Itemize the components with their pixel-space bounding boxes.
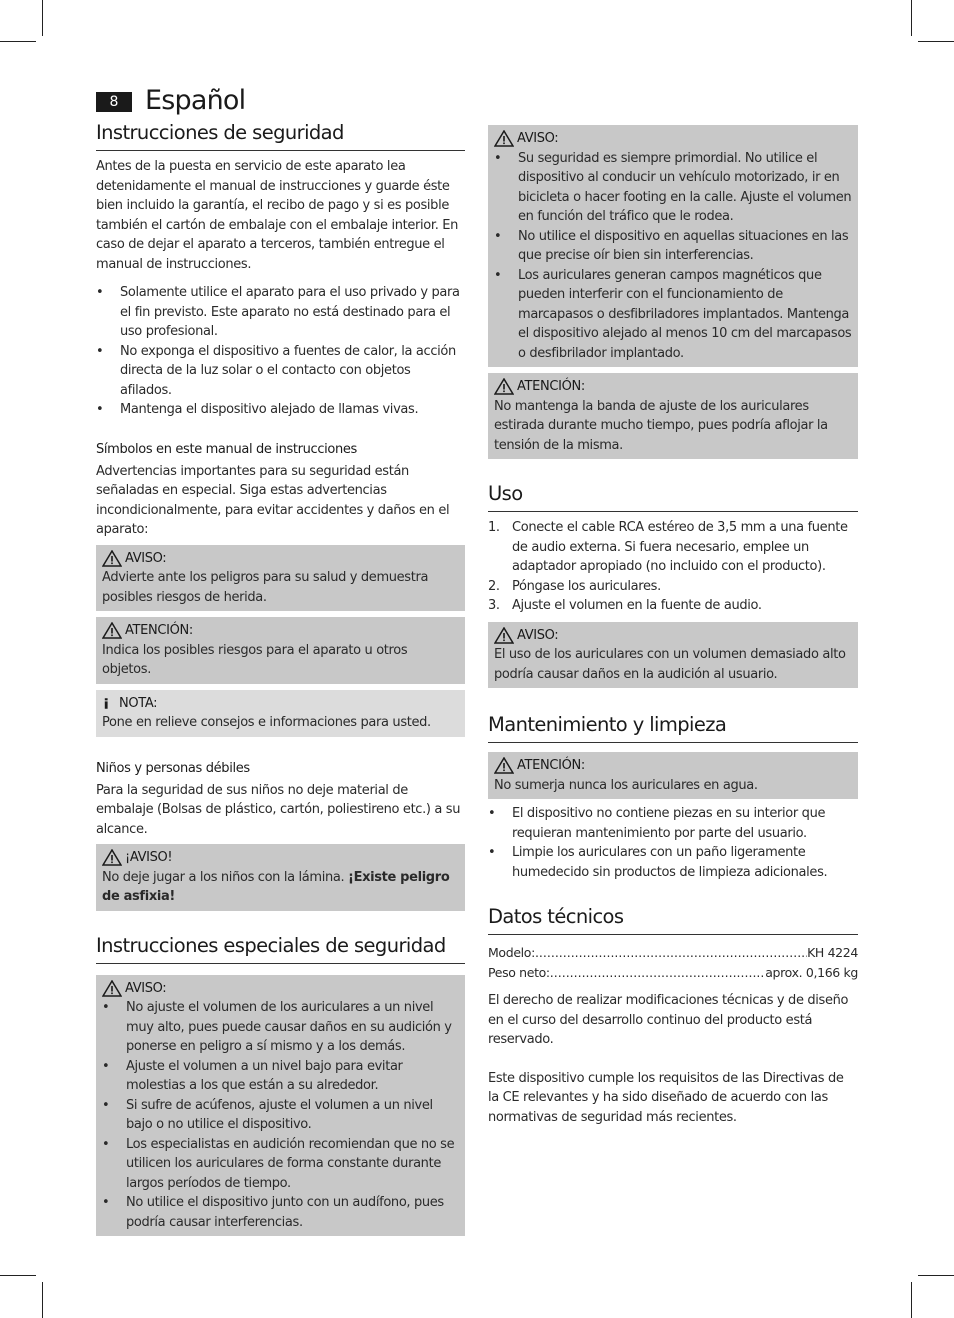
step-number: 2. (488, 578, 500, 594)
box-text: El uso de los auriculares con un volumen demasiado alto podría causar daños en la audición al usuario. (494, 647, 846, 682)
warning-triangle-icon (102, 550, 122, 567)
box-text: No sumerja nunca los auriculares en agua. (494, 777, 758, 793)
crop-mark (918, 41, 954, 42)
list-item: • Solamente utilice el aparato para el uso privado y para el fin previsto. Este aparato no está destinado para el uso profesional. (96, 283, 465, 342)
crop-mark (0, 41, 36, 42)
list-item: • No utilice el dispositivo en aquellas situaciones en las que precise oír bien sin interferencias. (494, 227, 852, 266)
crop-mark (918, 1275, 954, 1276)
list-item: 3. Ajuste el volumen en la fuente de audio. (488, 596, 858, 616)
box-text: Indica los posibles riesgos para el aparato u otros objetos. (102, 642, 408, 677)
list-item: • Si sufre de acúfenos, ajuste el volumen a un nivel bajo o no utilice el dispositivo. (102, 1096, 459, 1135)
info-icon (102, 695, 116, 712)
box-head-label: AVISO: (125, 980, 167, 996)
warning-triangle-icon (102, 849, 122, 866)
maintenance-list (488, 804, 858, 882)
right-column (488, 125, 858, 1127)
tech-row-weight (488, 963, 858, 983)
warning-triangle-icon (494, 627, 514, 644)
page-number: 8 (96, 92, 132, 112)
box-text-bold: ¡Existe peligro de asfixia! (102, 869, 450, 904)
box-head (494, 626, 852, 646)
box-head (494, 377, 852, 397)
list-item: 2. Póngase los auriculares. (488, 577, 858, 597)
box-text: Advierte ante los peligros para su salud y demuestra posibles riesgos de herida. (102, 570, 429, 605)
children-text: Para la seguridad de sus niños no deje material de embalaje (Bolsas de plástico, cartón, poliestireno etc.) a su alcance. (96, 782, 461, 837)
list-item: • No utilice el dispositivo junto con un audífono, pues podría causar interferencias. (102, 1193, 459, 1232)
dot-leader (550, 963, 765, 983)
safety-list (96, 283, 465, 420)
warning-triangle-icon (102, 980, 122, 997)
warning-triangle-icon (494, 757, 514, 774)
list-item: • No ajuste el volumen de los auriculares a un nivel muy alto, pues puede causar daños en su audición y ponerse en peligro a sí mismo y a los demás. (102, 998, 459, 1057)
list-item: • El dispositivo no contiene piezas en su interior que requieran mantenimiento por parte del usuario. (488, 804, 858, 843)
box-list (102, 998, 459, 1232)
box-head-label: ATENCIÓN: (517, 758, 585, 773)
maintenance-title: Mantenimiento y limpieza (488, 712, 858, 743)
box-head-label: AVISO: (517, 131, 559, 146)
left-column (96, 120, 465, 1236)
nota-box (96, 690, 465, 737)
box-head-label: ATENCIÓN: (517, 379, 585, 394)
step-number: 1. (488, 520, 500, 535)
tech-value: KH 4224 (807, 945, 858, 960)
safety-title: Instrucciones de seguridad (96, 120, 465, 151)
crop-mark (42, 0, 43, 36)
aviso-box (488, 622, 858, 689)
list-item: • Mantenga el dispositivo alejado de llamas vivas. (96, 400, 465, 420)
box-head (102, 549, 459, 569)
safety-intro: Antes de la puesta en servicio de este aparato lea detenidamente el manual de instrucciones y guarde éste bien incluido la garantía, el recibo de pago y si es posible también el cartón de embalaje con el embalaje interior. En caso de dejar el aparato a terceros, también entregue el manual de instrucciones. (96, 159, 459, 272)
list-item: • No exponga el dispositivo a fuentes de calor, la acción directa de la luz solar o el contacto con objetos afilados. (96, 342, 465, 401)
children-title: Niños y personas débiles (96, 760, 250, 776)
atencion-box (96, 617, 465, 684)
crop-mark (911, 0, 912, 36)
atencion-box (488, 373, 858, 459)
tech-label: Peso neto: (488, 964, 550, 980)
tech-paragraph: Este dispositivo cumple los requisitos de las Directivas de la CE relevantes y ha sido diseñado de acuerdo con las normativas de seguridad más recientes. (488, 1070, 844, 1125)
box-head-label: ¡AVISO! (125, 850, 173, 865)
box-head (102, 621, 459, 641)
warning-triangle-icon (494, 130, 514, 147)
symbols-title: Símbolos en este manual de instrucciones (96, 441, 357, 457)
box-text: No deje jugar a los niños con la lámina. ¡Existe peligro de asfixia! (102, 869, 450, 904)
warning-triangle-icon (494, 378, 514, 395)
aviso-box (488, 125, 858, 367)
tech-label: Modelo: (488, 945, 535, 960)
box-text: No mantenga la banda de ajuste de los auriculares estirada durante mucho tiempo, pues podría aflojar la tensión de la misma. (494, 398, 828, 453)
step-number: 3. (488, 598, 500, 613)
list-item: • Los auriculares generan campos magnéticos que pueden interferir con el funcionamiento de marcapasos o desfibriladores implantados. Mantenga el dispositivo alejado al menos 10 cm del marcapasos o desfibrilador implantado. (494, 266, 852, 364)
atencion-box (488, 752, 858, 799)
crop-mark (42, 1282, 43, 1318)
page-title: Español (145, 85, 246, 116)
box-head (102, 848, 459, 868)
tech-paragraph: El derecho de realizar modificaciones técnicas y de diseño en el curso del desarrollo continuo del producto está reservado. (488, 993, 849, 1047)
crop-mark (911, 1282, 912, 1318)
box-head (494, 756, 852, 776)
box-head-label: ATENCIÓN: (125, 623, 193, 638)
list-item: • Su seguridad es siempre primordial. No utilice el dispositivo al conducir un vehículo motorizado, ir en bicicleta o hacer footing en la calle. Ajuste el volumen en función del tráfico que le rodea. (494, 149, 852, 227)
box-head-label: AVISO: (517, 627, 559, 643)
box-list (494, 149, 852, 364)
list-item: • Limpie los auriculares con un paño ligeramente humedecido sin productos de limpieza adicionales. (488, 843, 858, 882)
box-head (102, 979, 459, 999)
symbols-text: Advertencias importantes para su seguridad están señaladas en especial. Siga estas advertencias incondicionalmente, para evitar accidentes y daños en el aparato: (96, 463, 450, 537)
uso-steps (488, 518, 858, 616)
aviso-box (96, 975, 465, 1237)
list-item: • Ajuste el volumen a un nivel bajo para evitar molestias a los que están a su alrededor. (102, 1057, 459, 1096)
tech-row-model (488, 943, 858, 963)
box-head-label: AVISO: (125, 550, 167, 566)
special-title: Instrucciones especiales de seguridad (96, 933, 465, 964)
tech-title: Datos técnicos (488, 904, 858, 935)
uso-title: Uso (488, 481, 858, 512)
aviso-box (96, 545, 465, 612)
dot-leader (535, 943, 807, 963)
aviso-box (96, 844, 465, 911)
warning-triangle-icon (102, 622, 122, 639)
list-item: 1. Conecte el cable RCA estéreo de 3,5 mm a una fuente de audio externa. Si fuera necesario, emplee un adaptador apropiado (no incluido con el producto). (488, 520, 848, 574)
box-head-label: NOTA: (119, 695, 158, 711)
box-head (102, 694, 459, 714)
box-head (494, 129, 852, 149)
list-item: • Los especialistas en audición recomiendan que no se utilicen los auriculares de forma constante durante largos períodos de tiempo. (102, 1135, 459, 1194)
crop-mark (0, 1275, 36, 1276)
tech-value: aprox. 0,166 kg (765, 964, 858, 980)
box-text: Pone en relieve consejos e informaciones para usted. (102, 715, 431, 730)
